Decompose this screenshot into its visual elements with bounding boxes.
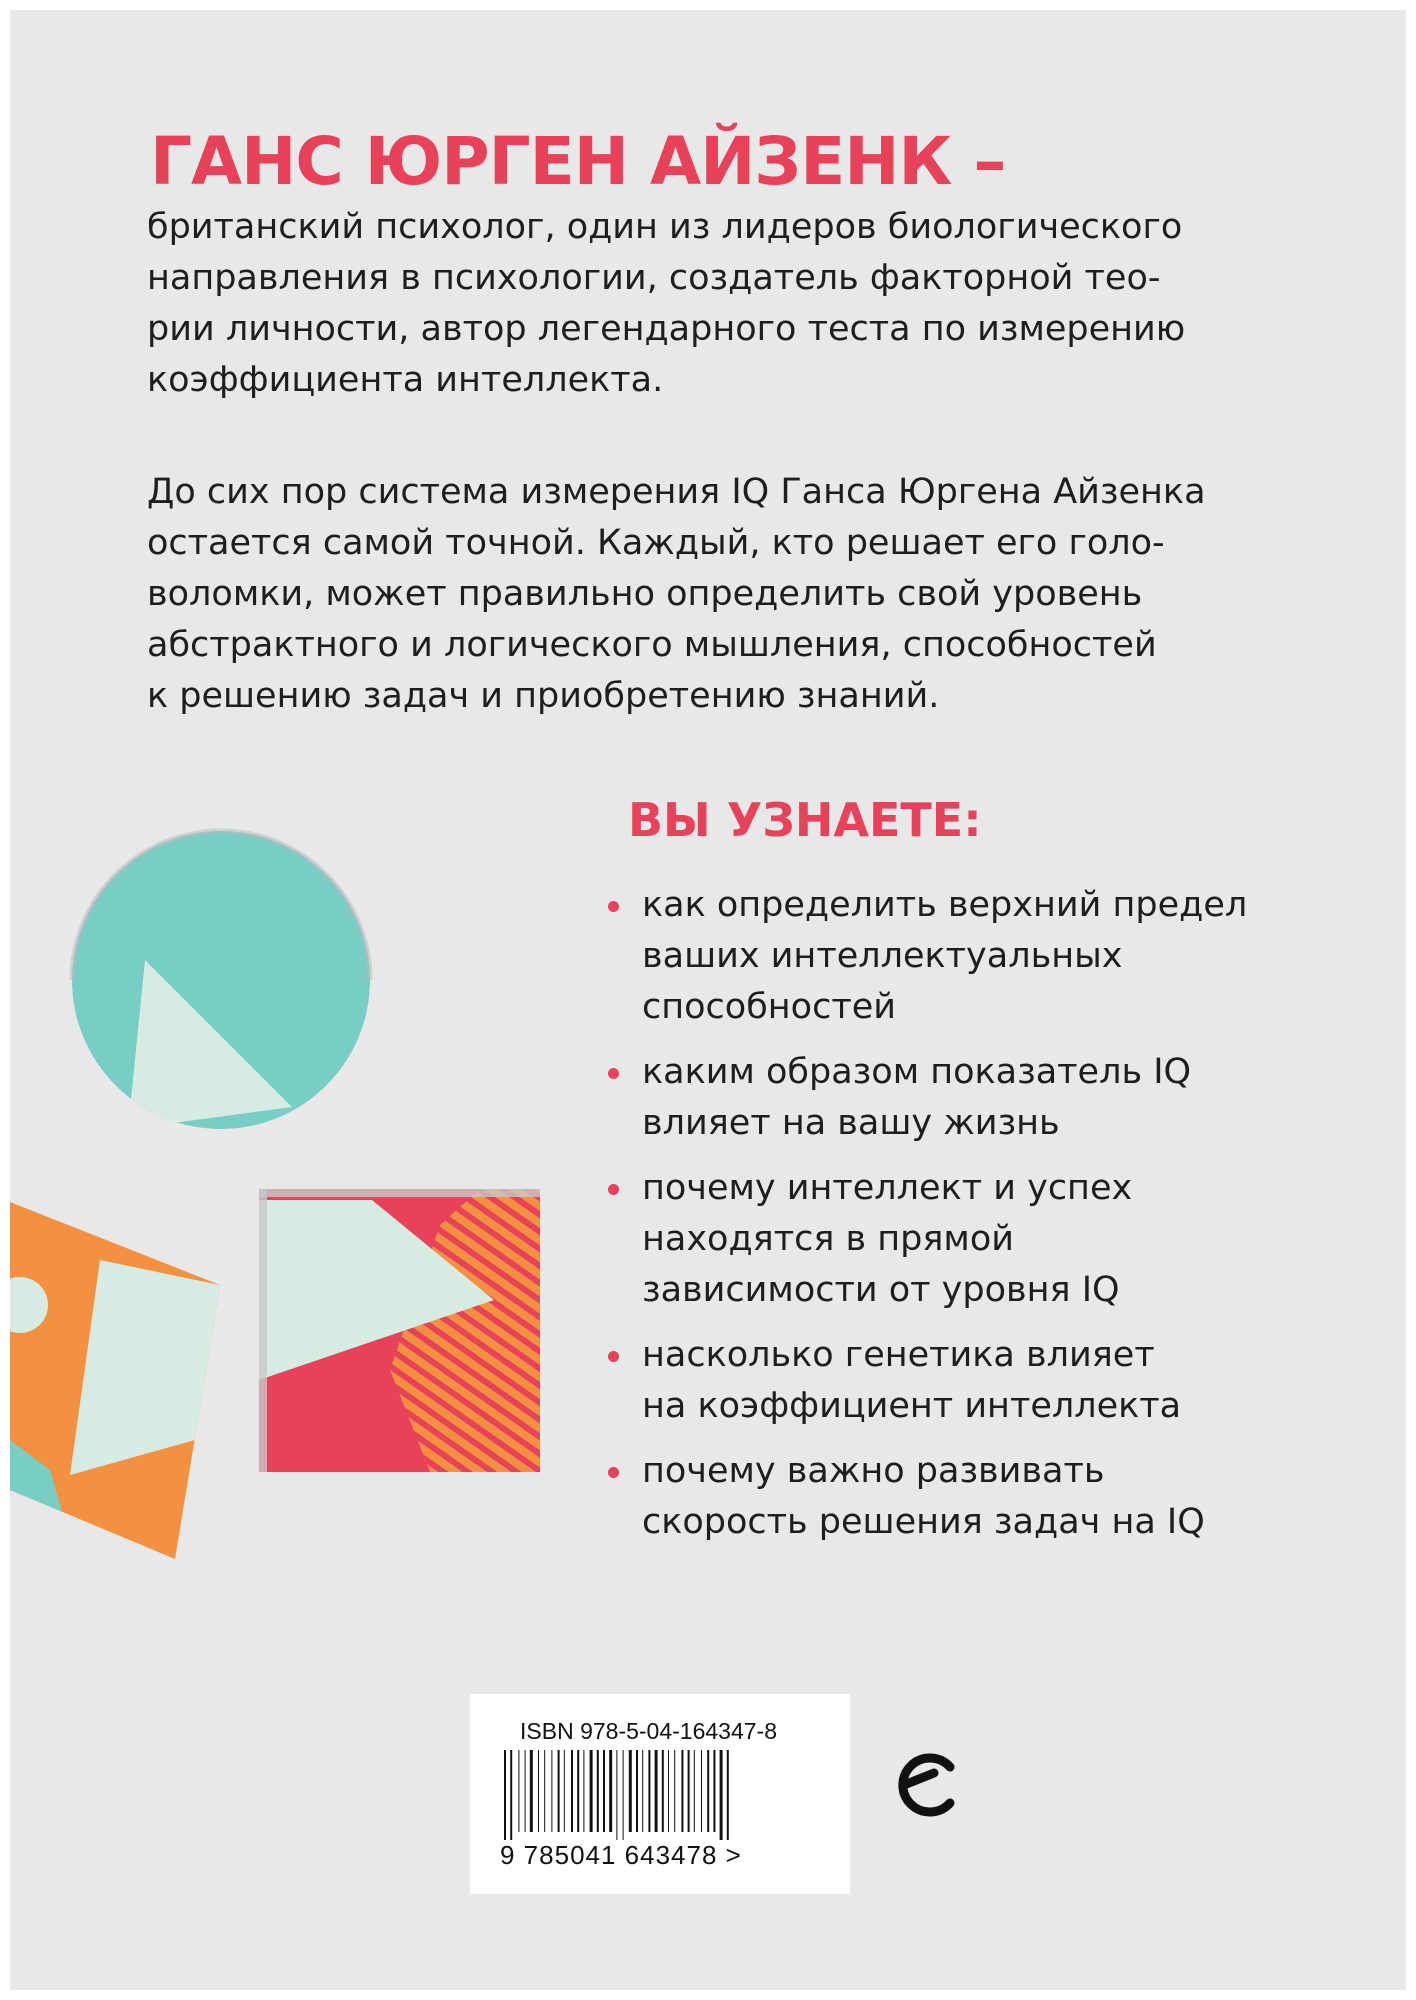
text-line: британский психолог, один из лидеров биологического — [147, 207, 1183, 247]
eksmo-logo-icon — [890, 1745, 960, 1825]
barcode-bar — [674, 1750, 675, 1832]
bullet-dot-icon — [608, 1068, 619, 1079]
barcode-bar — [694, 1750, 695, 1832]
isbn-label: ISBN 978-5-04-164347-8 — [520, 1718, 777, 1744]
text-line: коэффициента интеллекта. — [147, 360, 664, 400]
barcode-bar — [558, 1750, 560, 1832]
barcode-bar — [707, 1750, 709, 1832]
text-line: рии личности, автор легендарного теста по измерению — [147, 309, 1186, 349]
barcode-bar — [701, 1750, 702, 1832]
barcode-bar — [564, 1750, 565, 1832]
barcode-bar — [530, 1750, 533, 1832]
barcode-bar — [518, 1750, 519, 1832]
bullet-item — [600, 1163, 1247, 1316]
book-back-cover — [10, 10, 1406, 1990]
bullet-text: скорость решения задач на IQ — [642, 1502, 1205, 1542]
barcode-block — [470, 1694, 850, 1894]
bullet-text: ваших интеллектуальных — [642, 936, 1123, 976]
barcode-bar — [688, 1750, 690, 1832]
text-line: До сих пор система измерения IQ Ганса Юргена Айзенка — [147, 472, 1206, 512]
barcode-bar — [648, 1750, 650, 1832]
bullet-item — [600, 1446, 1247, 1548]
bullet-text: находятся в прямой — [642, 1219, 1014, 1259]
barcode-bar — [668, 1750, 669, 1832]
barcode-bar — [727, 1750, 729, 1840]
red-square-shape — [259, 1189, 540, 1472]
bullet-item — [600, 880, 1247, 1033]
bullet-text: как определить верхний предел — [642, 885, 1248, 925]
author-title: ГАНС ЮРГЕН АЙЗЕНК – — [150, 123, 1006, 200]
text-line: абстрактного и логического мышления, способностей — [147, 625, 1157, 665]
text-line: к решению задач и приобретению знаний. — [147, 676, 940, 716]
barcode-bar — [642, 1750, 643, 1832]
barcode-bar — [629, 1750, 632, 1832]
barcode-icon — [500, 1750, 800, 1840]
text-line: направления в психологии, создатель факторной тео- — [147, 258, 1161, 298]
bullet-text: насколько генетика влияет — [642, 1335, 1155, 1375]
barcode-bar — [636, 1750, 638, 1832]
bullet-list — [600, 880, 1247, 1562]
barcode-bar — [616, 1750, 617, 1840]
bullet-text: зависимости от уровня IQ — [642, 1270, 1120, 1310]
barcode-bar — [713, 1750, 715, 1832]
barcode-digits: 9 785041 643478 > — [500, 1840, 742, 1870]
book-description — [147, 467, 1287, 722]
barcode-bar — [538, 1750, 539, 1832]
barcode-bar — [603, 1750, 605, 1832]
bullet-text: почему интеллект и успех — [642, 1168, 1133, 1208]
teal-circle-shape — [72, 831, 370, 1129]
bullet-text: влияет на вашу жизнь — [642, 1103, 1060, 1143]
bullet-text: на коэффициент интеллекта — [642, 1386, 1182, 1426]
barcode-bar — [590, 1750, 593, 1832]
bullet-dot-icon — [608, 1467, 619, 1478]
barcode-bar — [681, 1750, 683, 1832]
barcode-bar — [571, 1750, 573, 1832]
section-title: ВЫ УЗНАЕТЕ: — [628, 793, 982, 847]
barcode-bar — [583, 1750, 584, 1832]
barcode-bar — [525, 1750, 526, 1832]
text-line: воломки, может правильно определить свой уровень — [147, 574, 1143, 614]
barcode-bar — [551, 1750, 552, 1832]
text-line: остается самой точной. Каждый, кто решает его голо- — [147, 523, 1165, 563]
barcode-bar — [544, 1750, 545, 1832]
bullet-text: почему важно развивать — [642, 1451, 1105, 1491]
barcode-bar — [597, 1750, 599, 1832]
barcode-bar — [504, 1750, 506, 1840]
bullet-dot-icon — [608, 1351, 619, 1362]
bullet-dot-icon — [608, 901, 619, 912]
barcode-bar — [609, 1750, 612, 1832]
barcode-bar — [623, 1750, 624, 1840]
author-description — [147, 202, 1287, 406]
barcode-bar — [577, 1750, 579, 1832]
barcode-bar — [655, 1750, 658, 1832]
orange-square-shape — [10, 1202, 220, 1559]
barcode-bar — [662, 1750, 664, 1832]
bullet-item — [600, 1047, 1247, 1149]
barcode-bar — [510, 1750, 512, 1840]
barcode-bar — [720, 1750, 723, 1840]
bullet-dot-icon — [608, 1184, 619, 1195]
bullet-text: каким образом показатель IQ — [642, 1052, 1192, 1092]
bullet-item — [600, 1330, 1247, 1432]
bullet-text: способностей — [642, 987, 896, 1027]
